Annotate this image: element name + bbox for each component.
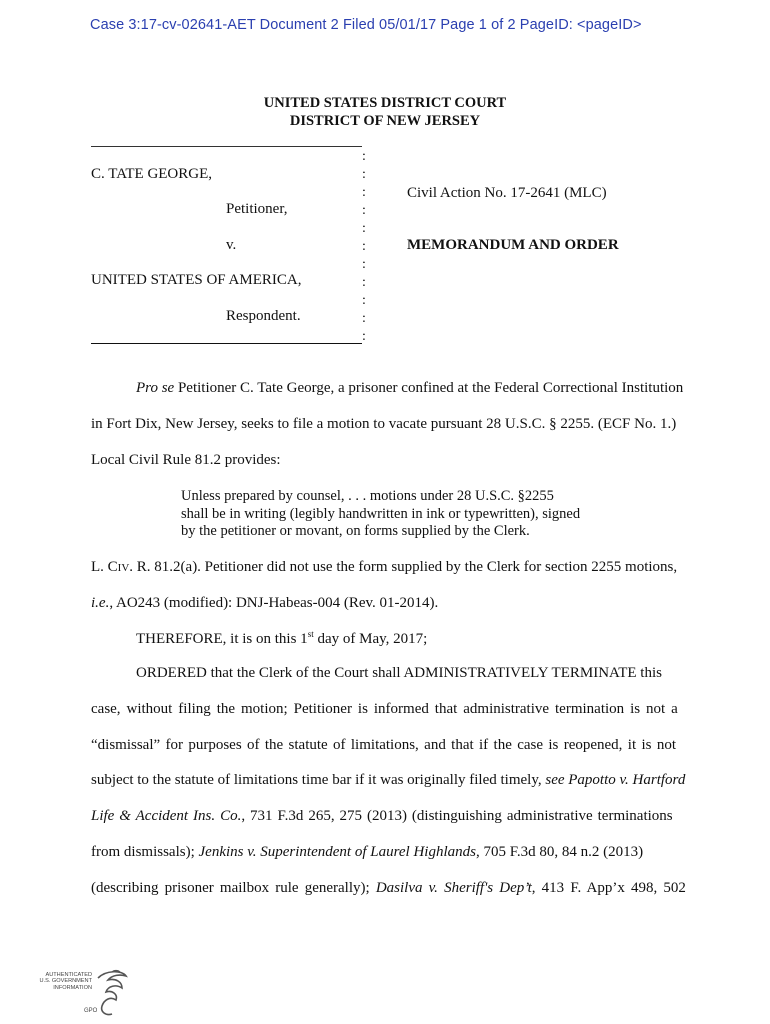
body-line <box>91 772 685 789</box>
caption-colon: : <box>362 329 366 344</box>
body-text: L. C <box>91 559 118 575</box>
court-name: UNITED STATES DISTRICT COURT <box>263 95 507 111</box>
seal-line: INFORMATION <box>53 984 92 991</box>
caption-colon: : <box>362 203 366 218</box>
caption-colon: : <box>362 293 366 308</box>
caption-colon: : <box>362 167 366 182</box>
body-line: in Fort Dix, New Jersey, seeks to file a motion to vacate pursuant 28 U.S.C. § 2255. (ECF No. 1.) <box>91 416 677 432</box>
caption-bottom-rule <box>91 343 362 344</box>
document-title: MEMORANDUM AND ORDER <box>407 237 619 253</box>
gpo-authentication-seal <box>28 968 138 1018</box>
versus: v. <box>226 237 237 253</box>
italic-text: Dasilva v. Sheriff's Dep’t <box>375 880 532 896</box>
petitioner-role: Petitioner, <box>226 201 288 217</box>
caption-colon: : <box>362 275 366 290</box>
body-text: , 731 F.3d 265, 275 (2013) (distinguishing administrative terminations <box>241 808 673 824</box>
seal-line: AUTHENTICATED <box>45 972 92 978</box>
body-text: , 413 F. App’x 498, 502 <box>531 880 686 896</box>
italic-text: see Papotto v. Hartford <box>545 772 686 788</box>
body-text: day of May, 2017; <box>313 631 428 647</box>
body-line: “dismissal” for purposes of the statute of limitations, and that if the case is reopened, it is not <box>91 737 676 753</box>
body-line: case, without filing the motion; Petitioner is informed that administrative termination is not a <box>91 701 678 717</box>
body-line <box>136 380 683 397</box>
court-district: DISTRICT OF NEW JERSEY <box>289 113 481 129</box>
body-line: ORDERED that the Clerk of the Court shall ADMINISTRATIVELY TERMINATE this <box>136 665 662 681</box>
block-quote-line: Unless prepared by counsel, . . . motions under 28 U.S.C. §2255 <box>181 488 554 504</box>
body-text: from dismissals); <box>91 844 199 860</box>
block-quote-line: shall be in writing (legibly handwritten in ink or typewritten), signed <box>181 506 581 522</box>
superscript: st <box>307 629 314 639</box>
body-line <box>91 595 438 612</box>
eagle-icon <box>92 968 132 1018</box>
seal-gpo: GPO <box>84 1008 98 1014</box>
caption-colon: : <box>362 239 366 254</box>
body-text: Petitioner C. Tate George, a prisoner confined at the Federal Correctional Institution <box>174 380 684 396</box>
civil-action-number: Civil Action No. 17-2641 (MLC) <box>407 185 607 201</box>
respondent-role: Respondent. <box>226 308 301 324</box>
petitioner-name: C. TATE GEORGE, <box>91 166 213 182</box>
body-line <box>91 559 677 576</box>
caption-top-rule <box>91 146 362 147</box>
block-quote-line: by the petitioner or movant, on forms supplied by the Clerk. <box>181 523 530 539</box>
body-text: subject to the statute of limitations time bar if it was originally filed timely, <box>91 772 546 788</box>
body-line: Local Civil Rule 81.2 provides: <box>91 452 281 468</box>
seal-text <box>28 972 92 991</box>
caption-colon: : <box>362 149 366 164</box>
body-text: , AO243 (modified): DNJ-Habeas-004 (Rev. 01-2014). <box>109 595 439 611</box>
caption-colon: : <box>362 185 366 200</box>
body-text: (describing prisoner mailbox rule generally); <box>91 880 376 896</box>
caption-colon: : <box>362 257 366 272</box>
italic-text: i.e. <box>91 595 110 611</box>
caption-colon: : <box>362 221 366 236</box>
body-line <box>91 808 673 825</box>
body-line <box>136 629 427 648</box>
body-text: , 705 F.3d 80, 84 n.2 (2013) <box>475 844 644 860</box>
italic-text: Pro se <box>136 380 175 396</box>
body-line <box>91 880 686 897</box>
seal-line: U.S. GOVERNMENT <box>39 978 92 985</box>
italic-text: Jenkins v. Superintendent of Laurel Highlands <box>198 844 476 860</box>
body-text: . R. 81.2(a). Petitioner did not use the form supplied by the Clerk for section 2255 motions, <box>129 559 678 575</box>
italic-text: Life & Accident Ins. Co. <box>91 808 242 824</box>
small-caps-text: iv <box>117 559 130 575</box>
ecf-header: Case 3:17-cv-02641-AET Document 2 Filed 05/01/17 Page 1 of 2 PageID: <pageID> <box>90 17 642 33</box>
body-text: THEREFORE, it is on this 1 <box>136 631 308 647</box>
caption-colon: : <box>362 311 366 326</box>
body-line <box>91 844 643 861</box>
respondent-name: UNITED STATES OF AMERICA, <box>91 272 302 288</box>
